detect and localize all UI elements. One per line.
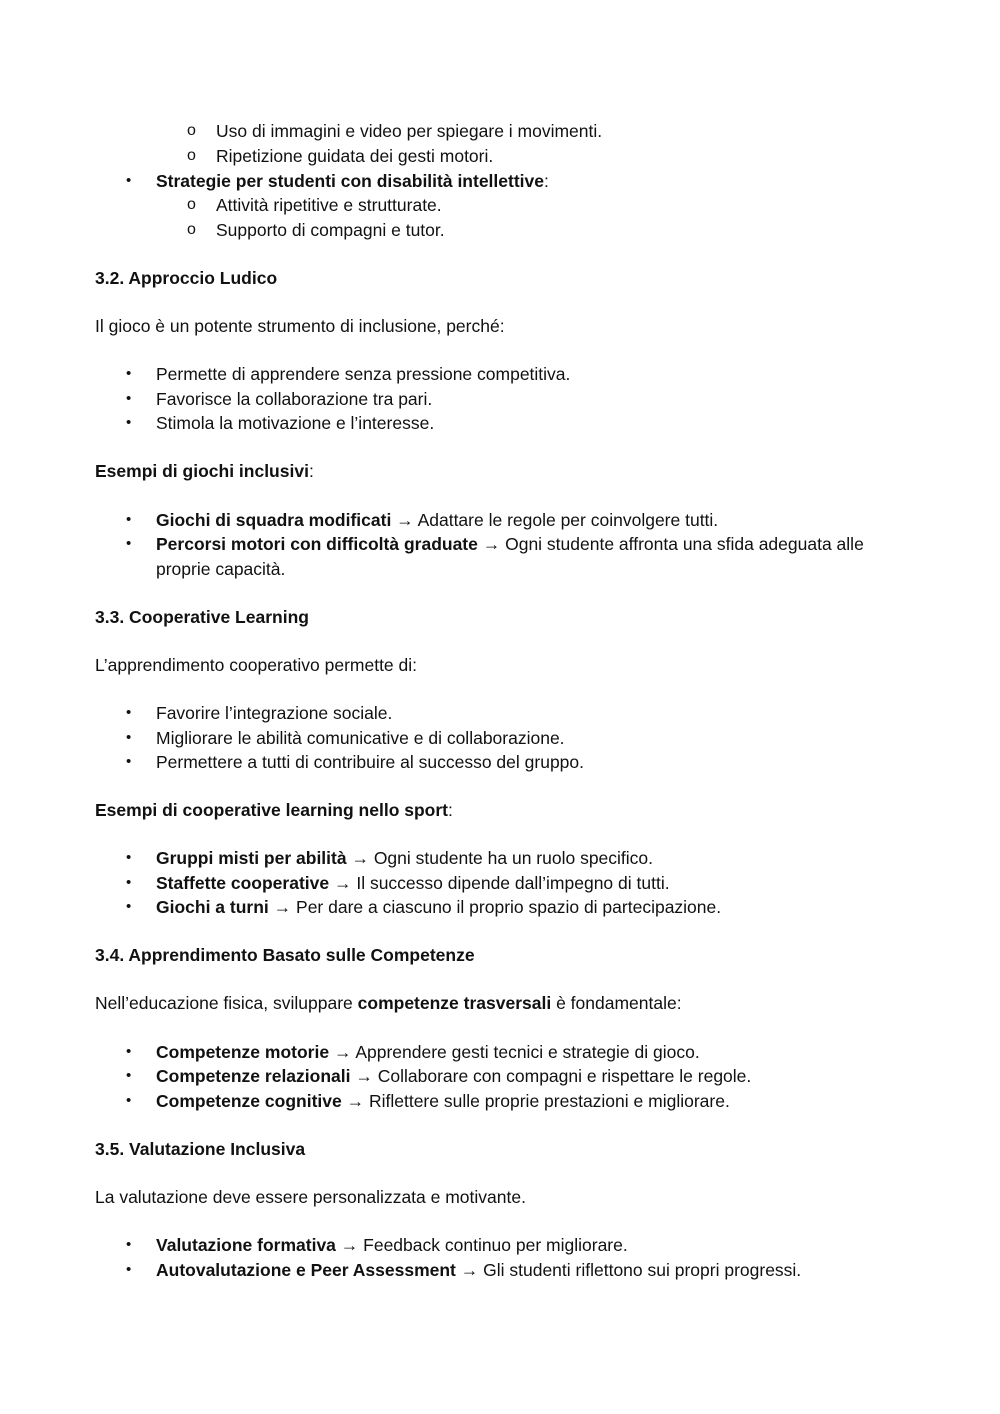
list-item-bold: Competenze motorie [156, 1042, 330, 1062]
section-heading: 3.4. Apprendimento Basato sulle Competenze [95, 945, 475, 965]
list-item [156, 1233, 628, 1257]
bullet-marker: • [126, 1261, 132, 1278]
list-item [156, 846, 653, 870]
sub-bullet-marker: o [187, 147, 196, 164]
examples-label [95, 459, 314, 483]
list-item: Favorire l’integrazione sociale. [156, 703, 393, 723]
list-item-bold: Valutazione formativa [156, 1235, 336, 1255]
examples-label [95, 798, 453, 822]
list-item [156, 895, 721, 919]
examples-label-colon: : [308, 461, 314, 481]
sub-list-item: Ripetizione guidata dei gesti motori. [216, 146, 494, 166]
paragraph: L’apprendimento cooperativo permette di: [95, 655, 418, 675]
list-item-text: → Ogni studente affronta una sfida adeguata alle [477, 534, 864, 554]
list-item [156, 1089, 730, 1113]
list-item-bold: Gruppi misti per abilità [156, 848, 347, 868]
list-item-text: → Il successo dipende dall’impegno di tutti. [329, 873, 670, 893]
paragraph [95, 991, 682, 1015]
bullet-marker: • [126, 1043, 132, 1060]
list-item-text: → Adattare le regole per coinvolgere tutti. [391, 510, 719, 530]
list-item-continuation: proprie capacità. [156, 559, 286, 579]
list-item-bold: Giochi a turni [156, 897, 269, 917]
paragraph-text: è fondamentale: [551, 993, 682, 1013]
list-item-bold: Staffette cooperative [156, 873, 330, 893]
list-item [156, 1258, 801, 1282]
bullet-marker: • [126, 874, 132, 891]
list-item: Migliorare le abilità comunicative e di collaborazione. [156, 728, 565, 748]
paragraph: La valutazione deve essere personalizzata e motivante. [95, 1187, 526, 1207]
list-item [156, 1040, 700, 1064]
bullet-marker: • [126, 704, 132, 721]
paragraph: Il gioco è un potente strumento di inclusione, perché: [95, 316, 505, 336]
list-item-text: → Ogni studente ha un ruolo specifico. [346, 848, 654, 868]
list-item-bold: Autovalutazione e Peer Assessment [156, 1260, 456, 1280]
paragraph-bold: competenze trasversali [357, 993, 552, 1013]
list-item-text: → Collaborare con compagni e rispettare le regole. [350, 1066, 752, 1086]
examples-label-bold: Esempi di cooperative learning nello sport [95, 800, 448, 820]
bullet-marker: • [126, 898, 132, 915]
bullet-marker: • [126, 365, 132, 382]
list-item-text: → Gli studenti riflettono sui propri progressi. [455, 1260, 802, 1280]
list-item [156, 508, 718, 532]
section-heading: 3.2. Approccio Ludico [95, 268, 278, 288]
bullet-marker: • [126, 172, 132, 189]
list-item [156, 871, 670, 895]
sub-list-item: Attività ripetitive e strutturate. [216, 195, 442, 215]
list-item-bold: Competenze relazionali [156, 1066, 351, 1086]
list-item: Favorisce la collaborazione tra pari. [156, 389, 433, 409]
bullet-marker: • [126, 753, 132, 770]
list-item-colon: : [544, 171, 549, 191]
bullet-marker: • [126, 1067, 132, 1084]
bullet-marker: • [126, 390, 132, 407]
bullet-marker: • [126, 535, 132, 552]
bullet-marker: • [126, 849, 132, 866]
section-heading: 3.3. Cooperative Learning [95, 607, 309, 627]
sub-list-item: Supporto di compagni e tutor. [216, 220, 445, 240]
list-item-text: → Riflettere sulle proprie prestazioni e migliorare. [341, 1091, 730, 1111]
sub-list-item: Uso di immagini e video per spiegare i movimenti. [216, 121, 603, 141]
bullet-marker: • [126, 1092, 132, 1109]
sub-bullet-marker: o [187, 196, 196, 213]
sub-bullet-marker: o [187, 221, 196, 238]
sub-bullet-marker: o [187, 122, 196, 139]
paragraph-text: Nell’educazione fisica, sviluppare [95, 993, 358, 1013]
list-item-text: → Apprendere gesti tecnici e strategie di gioco. [329, 1042, 700, 1062]
list-item-bold: Percorsi motori con difficoltà graduate [156, 534, 478, 554]
bullet-marker: • [126, 1236, 132, 1253]
list-item [156, 1064, 751, 1088]
list-item: Permette di apprendere senza pressione competitiva. [156, 364, 571, 384]
examples-label-colon: : [448, 800, 453, 820]
list-item-bold: Giochi di squadra modificati [156, 510, 392, 530]
list-item: Permettere a tutti di contribuire al successo del gruppo. [156, 752, 584, 772]
list-item: Stimola la motivazione e l’interesse. [156, 413, 435, 433]
bullet-marker: • [126, 511, 132, 528]
examples-label-bold: Esempi di giochi inclusivi [95, 461, 309, 481]
bullet-marker: • [126, 729, 132, 746]
section-heading: 3.5. Valutazione Inclusiva [95, 1139, 306, 1159]
list-item [156, 532, 864, 556]
list-item [156, 169, 549, 193]
list-item-bold: Competenze cognitive [156, 1091, 342, 1111]
list-item-bold: Strategie per studenti con disabilità intellettive [156, 171, 544, 191]
bullet-marker: • [126, 414, 132, 431]
list-item-text: → Feedback continuo per migliorare. [335, 1235, 628, 1255]
list-item-text: → Per dare a ciascuno il proprio spazio di partecipazione. [268, 897, 722, 917]
